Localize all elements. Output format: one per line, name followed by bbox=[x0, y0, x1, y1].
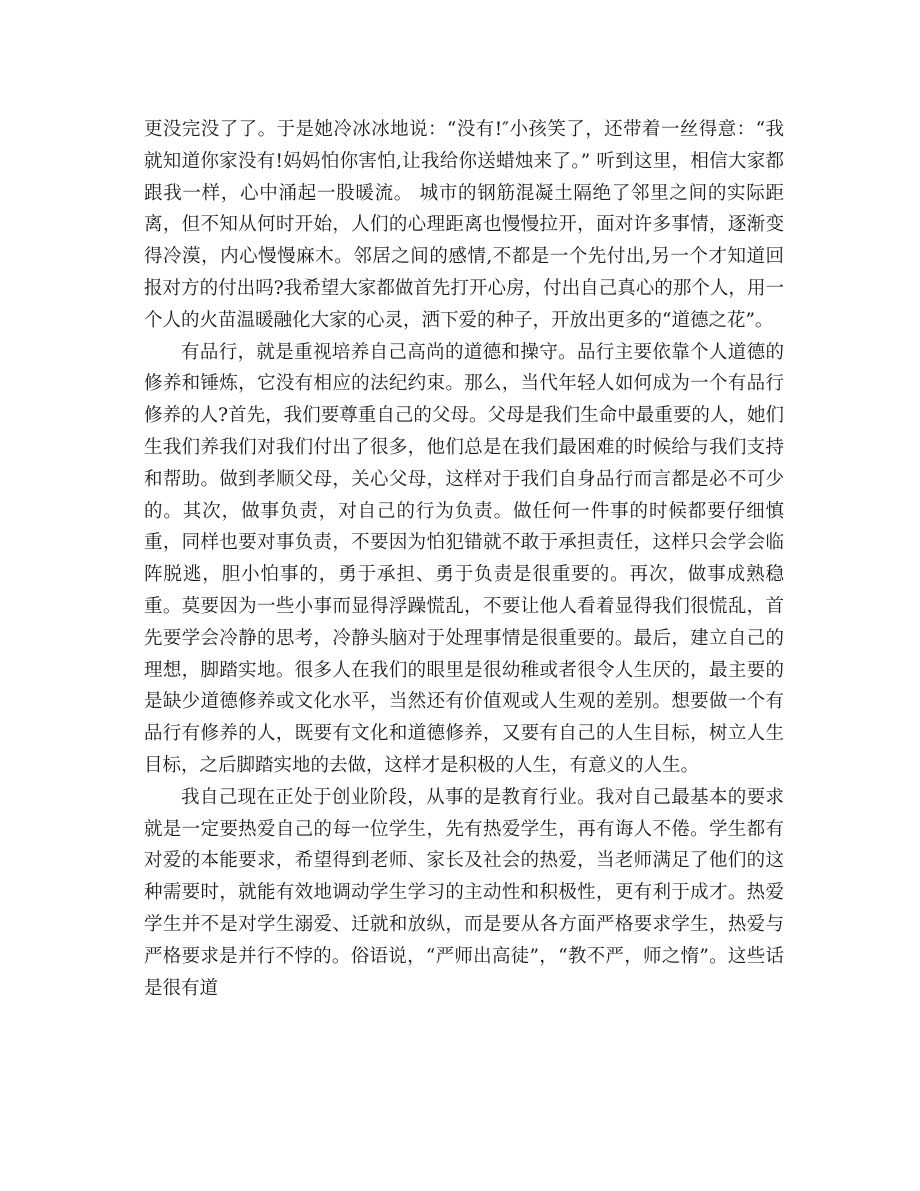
document-page bbox=[144, 114, 784, 1004]
paragraph-2: 有品行，就是重视培养自己高尚的道德和操守。品行主要依靠个人道德的修养和锤炼，它没有相应的法纪约束。那么，当代年轻人如何成为一个有品行修养的人?首先，我们要尊重自己的父母。父母是我们生命中最重要的人，她们生我们养我们对我们付出了很多，他们总是在我们最困难的时候给与我们支持和帮助。做到孝顺父母，关心父母，这样对于我们自身品行而言都是必不可少的。其次，做事负责，对自己的行为负责。做任何一件事的时候都要仔细慎重，同样也要对事负责，不要因为怕犯错就不敢于承担责任，这样只会学会临阵脱逃，胆小怕事的，勇于承担、勇于负责是很重要的。再次，做事成熟稳重。莫要因为一些小事而显得浮躁慌乱，不要让他人看着显得我们很慌乱，首先要学会冷静的思考，冷静头脑对于处理事情是很重要的。最后，建立自己的理想，脚踏实地。很多人在我们的眼里是很幼稚或者很令人生厌的，最主要的是缺少道德修养或文化水平，当然还有价值观或人生观的差别。想要做一个有品行有修养的人，既要有文化和道德修养，又要有自己的人生目标，树立人生目标，之后脚踏实地的去做，这样才是积极的人生，有意义的人生。 bbox=[144, 341, 784, 776]
paragraph-1: 更没完没了了。于是她冷冰冰地说：“没有!″小孩笑了，还带着一丝得意：“我就知道你家没有!妈妈怕你害怕,让我给你送蜡烛来了。” 听到这里，相信大家都跟我一样，心中涌起一股暖流。 城市的钢筋混凝土隔绝了邻里之间的实际距离，但不知从何时开始，人们的心理距离也慢慢拉开，面对许多事情，逐渐变得冷漠，内心慢慢麻木。邻居之间的感情,不都是一个先付出,另一个才知道回报对方的付出吗?我希望大家都做首先打开心房，付出自己真心的那个人，用一个人的火苗温暖融化大家的心灵，洒下爱的种子，开放出更多的“道德之花”。 bbox=[144, 119, 784, 331]
paragraph-3: 我自己现在正处于创业阶段，从事的是教育行业。我对自己最基本的要求就是一定要热爱自己的每一位学生，先有热爱学生，再有诲人不倦。学生都有对爱的本能要求，希望得到老师、家长及社会的热爱，当老师满足了他们的这种需要时，就能有效地调动学生学习的主动性和积极性，更有利于成才。热爱学生并不是对学生溺爱、迁就和放纵，而是要从各方面严格要求学生，热爱与严格要求是并行不悖的。俗语说，“严师出高徒”，“教不严，师之惰”。这些话是很有道 bbox=[144, 786, 784, 999]
